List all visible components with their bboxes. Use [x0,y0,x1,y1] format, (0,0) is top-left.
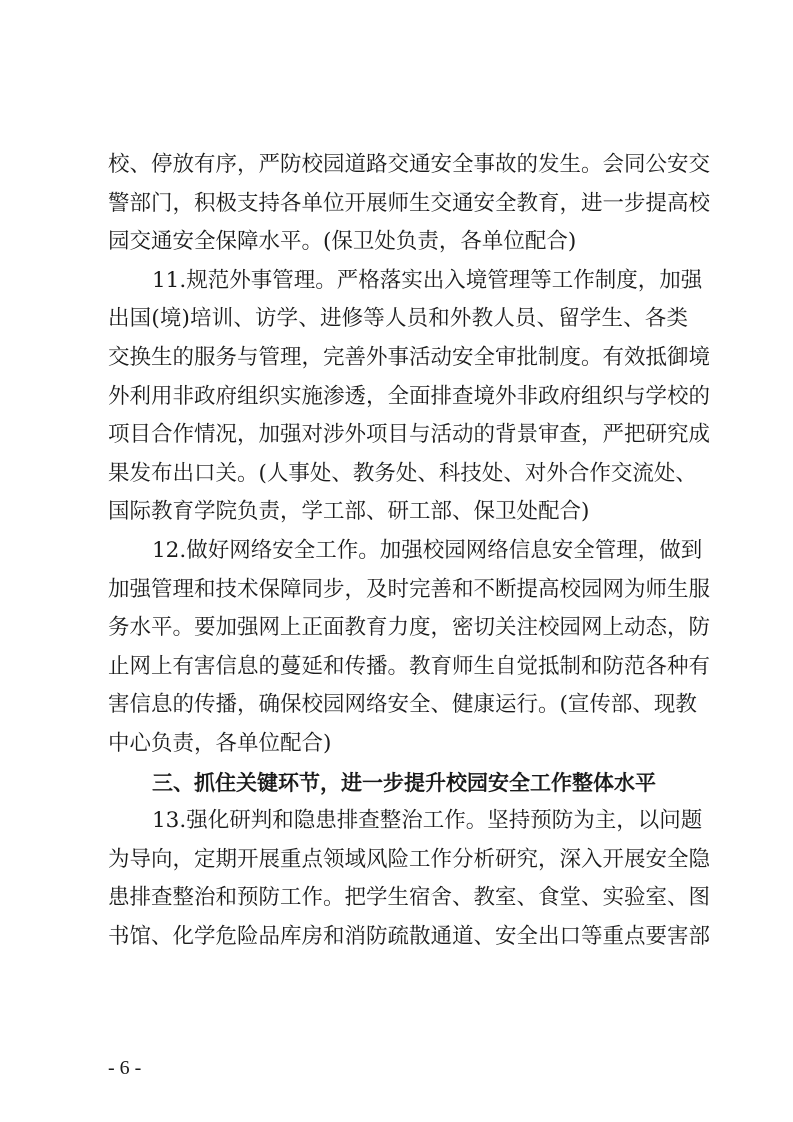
text-line: 务水平。要加强网上正面教育力度，密切关注校园网上动态，防 [108,615,711,641]
text-line: 警部门，积极支持各单位开展师生交通安全教育，进一步提高校 [108,190,711,216]
body-text [108,146,711,956]
text-line: 出国(境)培训、访学、进修等人员和外教人员、留学生、各类 [108,306,688,332]
text-line: 果发布出口关。(人事处、教务处、科技处、对外合作交流处、 [108,460,697,486]
section-heading: 三、抓住关键环节，进一步提升校园安全工作整体水平 [152,770,656,795]
text-line: 害信息的传播，确保校园网络安全、健康运行。(宣传部、现教 [108,692,697,718]
text-line: 为导向，定期开展重点领域风险工作分析研究，深入开展安全隐 [108,846,711,872]
text-line: 交换生的服务与管理，完善外事活动安全审批制度。有效抵御境 [108,344,711,370]
text-line: 加强管理和技术保障同步，及时完善和不断提高校园网为师生服 [108,576,711,602]
text-line: 13.强化研判和隐患排查整治工作。坚持预防为主，以问题 [152,808,703,834]
text-line: 11.规范外事管理。严格落实出入境管理等工作制度，加强 [152,267,703,293]
text-line: 中心负责，各单位配合) [108,730,332,756]
page-number: - 6 - [108,1057,142,1079]
text-line: 止网上有害信息的蔓延和传播。教育师生自觉抵制和防范各种有 [108,653,711,679]
text-line: 患排查整治和预防工作。把学生宿舍、教室、食堂、实验室、图 [108,885,711,911]
text-line: 项目合作情况，加强对涉外项目与活动的背景审查，严把研究成 [108,422,711,448]
text-line: 国际教育学院负责，学工部、研工部、保卫处配合) [108,499,590,525]
text-line: 校、停放有序，严防校园道路交通安全事故的发生。会同公安交 [108,152,711,177]
text-line: 园交通安全保障水平。(保卫处负责，各单位配合) [108,229,577,255]
text-line: 12.做好网络安全工作。加强校园网络信息安全管理，做到 [152,537,703,563]
text-line: 外利用非政府组织实施渗透，全面排查境外非政府组织与学校的 [108,383,711,409]
text-line: 书馆、化学危险品库房和消防疏散通道、安全出口等重点要害部 [108,923,711,949]
